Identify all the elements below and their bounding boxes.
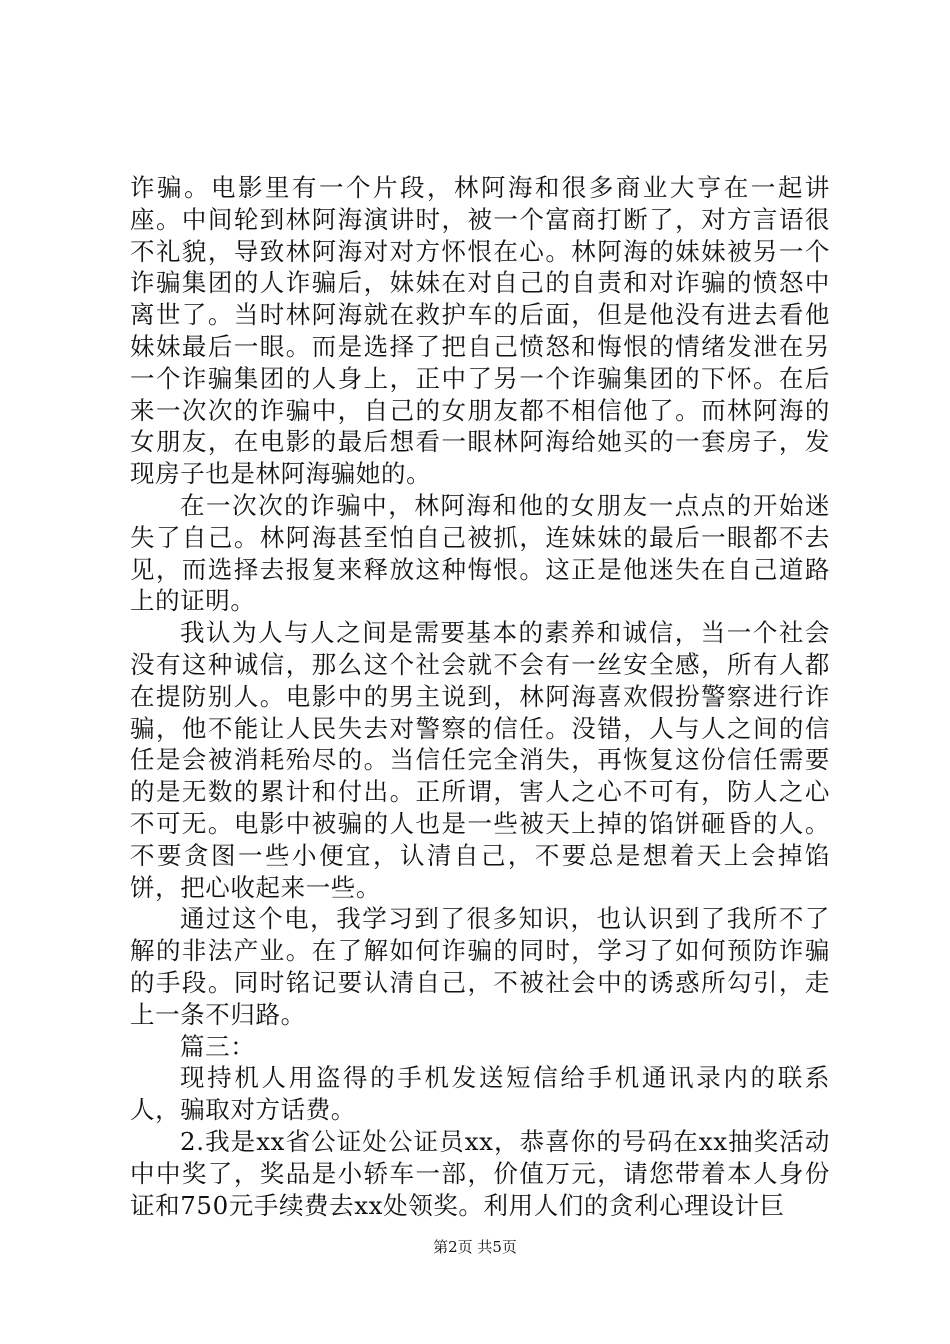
paragraph-2: 在一次次的诈骗中，林阿海和他的女朋友一点点的开始迷失了自己。林阿海甚至怕自己被抓，连妹妹的最后一眼都不去见，而选择去报复来释放这种悔恨。这正是他迷失在自己道路上的证明。 [130,490,830,616]
paragraph-1: 诈骗。电影里有一个片段，林阿海和很多商业大亨在一起讲座。中间轮到林阿海演讲时，被一个富商打断了，对方言语很不礼貌，导致林阿海对对方怀恨在心。林阿海的妹妹被另一个诈骗集团的人诈骗后，妹妹在对自己的自责和对诈骗的愤怒中离世了。当时林阿海就在救护车的后面，但是他没有进去看他妹妹最后一眼。而是选择了把自己愤怒和悔恨的情绪发泄在另一个诈骗集团的人身上，正中了另一个诈骗集团的下怀。在后来一次次的诈骗中，自己的女朋友都不相信他了。而林阿海的女朋友，在电影的最后想看一眼林阿海给她买的一套房子，发现房子也是林阿海骗她的。 [130,173,830,489]
page-footer: 第2页 共5页 [433,1238,517,1256]
paragraph-6: 2.我是xx省公证处公证员xx，恭喜你的号码在xx抽奖活动中中奖了，奖品是小轿车一部，价值万元，请您带着本人身份证和750元手续费去xx处领奖。利用人们的贪利心理设计巨 [130,1126,830,1220]
document-body [130,172,830,1221]
paragraph-4: 通过这个电，我学习到了很多知识，也认识到了我所不了解的非法产业。在了解如何诈骗的同时，学习了如何预防诈骗的手段。同时铭记要认清自己，不被社会中的诱惑所勾引，走上一条不归路。 [130,904,830,1029]
paragraph-3: 我认为人与人之间是需要基本的素养和诚信，当一个社会没有这种诚信，那么这个社会就不会有一丝安全感，所有人都在提防别人。电影中的男主说到，林阿海喜欢假扮警察进行诈骗，他不能让人民失去对警察的信任。没错，人与人之间的信任是会被消耗殆尽的。当信任完全消失，再恢复这份信任需要的是无数的累计和付出。正所谓，害人之心不可有，防人之心不可无。电影中被骗的人也是一些被天上掉的馅饼砸昏的人。不要贪图一些小便宜，认清自己，不要总是想着天上会掉馅饼，把心收起来一些。 [130,618,830,902]
paragraph-5: 现持机人用盗得的手机发送短信给手机通讯录内的联系人，骗取对方话费。 [130,1063,830,1125]
section-heading: 篇三： [180,1031,256,1061]
